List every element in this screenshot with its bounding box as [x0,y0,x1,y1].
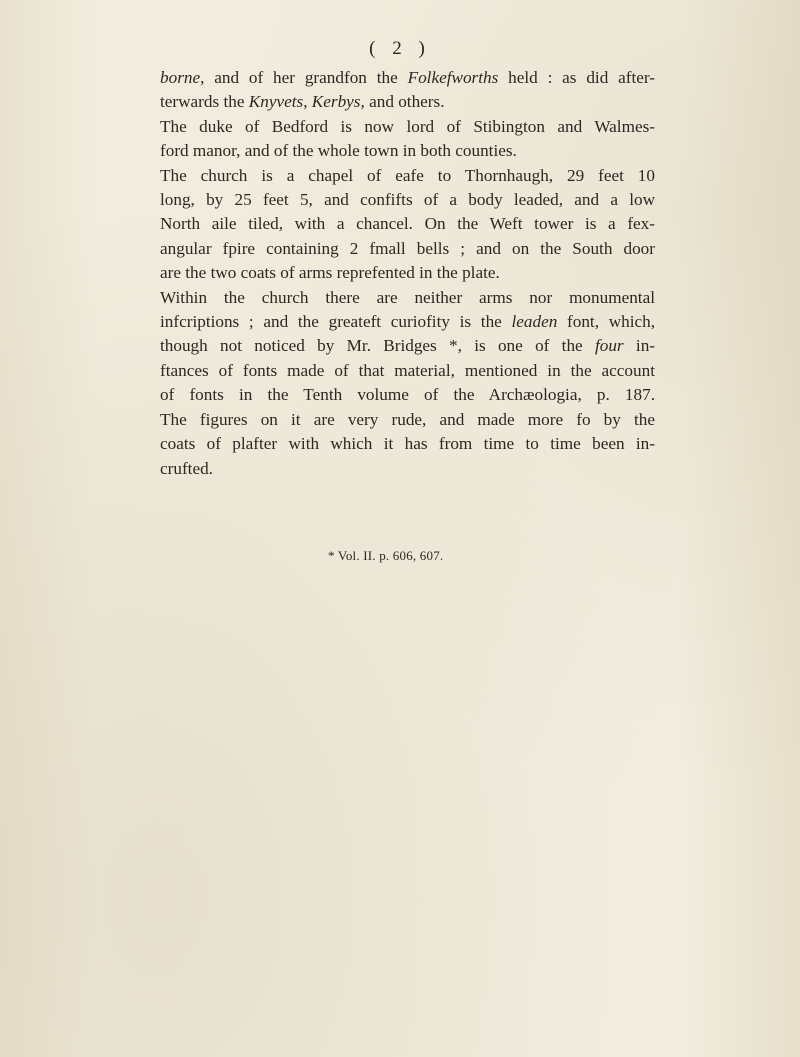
body-text [160,66,655,481]
text-run: , and of her grandfon the [200,68,408,87]
italic-text: Kerbys [311,92,361,112]
italic-text: four [594,336,624,356]
text-run: ftances of fonts made of that material, mentioned in the account [160,360,655,380]
text-line [160,286,655,310]
text-run: coats of plafter with which it has from time to time been in- [160,434,655,454]
italic-text: leaden [511,312,558,332]
text-run: ford manor, and of the whole town in both counties. [160,141,517,161]
page-number: ( 2 ) [369,38,431,59]
text-line [160,383,655,407]
text-line [160,90,655,114]
text-line [160,237,655,261]
text-line [160,261,655,285]
text-run: long, by 25 feet 5, and confifts of a body leaded, and a low [160,190,655,210]
text-run: of fonts in the Tenth volume of the Archæologia, p. 187. [160,385,655,405]
text-run: are the two coats of arms reprefented in the plate. [160,263,500,283]
text-run: , [303,92,312,112]
italic-text: Knyvets [248,92,304,112]
text-line [160,432,655,456]
text-run: The figures on it are very rude, and made more fo by the [160,409,655,429]
text-line [160,457,655,481]
text-line [160,139,655,163]
text-line [160,188,655,212]
text-run: The church is a chapel of eafe to Thornhaugh, 29 feet 10 [160,165,655,185]
text-run: though not noticed by Mr. Bridges *, is one of the [160,336,595,356]
text-line [160,408,655,432]
text-run: terwards the [160,92,249,112]
text-run: North aile tiled, with a chancel. On the Weft tower is a fex- [160,214,655,234]
text-line [160,164,655,188]
text-run: angular fpire containing 2 fmall bells ; and on the South door [160,238,655,258]
text-line [160,66,655,90]
text-run: font, which, [557,312,655,332]
text-run: , and others. [360,92,445,112]
italic-text: borne [160,68,201,87]
italic-text: Folkefworths [407,68,499,87]
text-run: crufted. [160,458,213,478]
text-line [160,334,655,358]
text-line [160,359,655,383]
text-run: Within the church there are neither arms nor monumental [160,287,655,307]
text-line [160,115,655,139]
text-line [160,212,655,236]
text-run: infcriptions ; and the greateft curiofity is the [160,312,512,332]
footnote: * Vol. II. p. 606, 607. [328,548,444,563]
text-run: held : as did after- [498,68,655,87]
text-run: in- [623,336,656,356]
text-line [160,310,655,334]
text-run: The duke of Bedford is now lord of Stibington and Walmes- [160,116,655,136]
